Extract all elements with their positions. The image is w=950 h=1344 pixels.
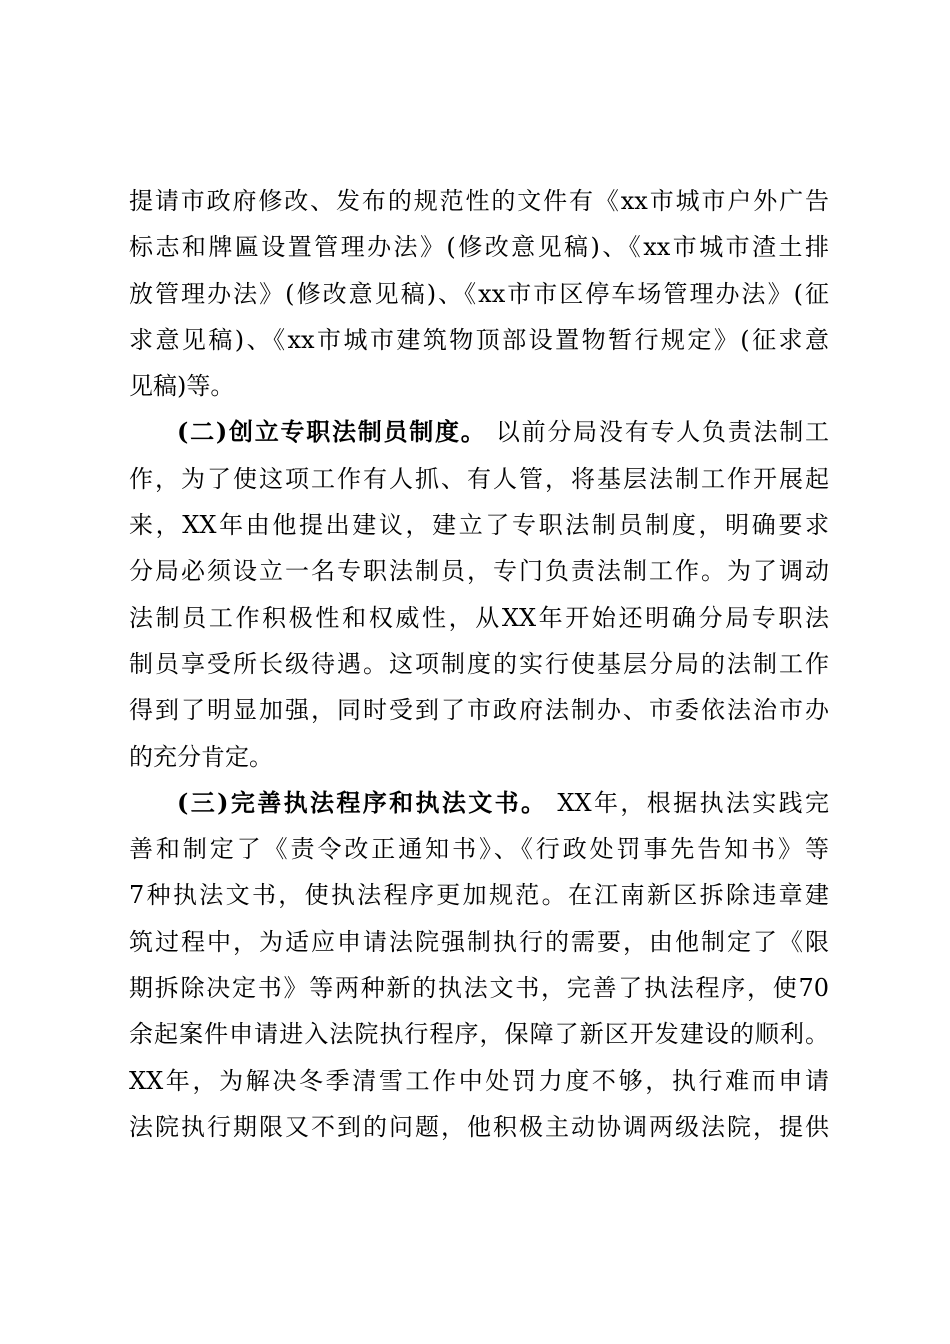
text-fragment: 以前分局没有专人负责法制工 <box>486 418 829 447</box>
text-line: 期拆除决定书》等两种新的执法文书，完善了执法程序，使70 <box>129 974 829 1003</box>
paragraph-legal-officer-system <box>129 409 829 779</box>
text-line: 法制员工作积极性和权威性，从XX年开始还明确分局专职法 <box>129 603 829 632</box>
text-line: 善和制定了《责令改正通知书》、《行政处罚事先告知书》等 <box>129 835 829 864</box>
text-line: 作，为了使这项工作有人抓、有人管，将基层法制工作开展起 <box>129 464 829 493</box>
section-heading: (二)创立专职法制员制度。 <box>177 417 487 447</box>
text-line <box>129 780 829 826</box>
text-line: 放管理办法》(修改意见稿)、《xx市市区停车场管理办法》(征 <box>129 279 829 308</box>
text-line: 提请市政府修改、发布的规范性的文件有《xx市城市户外广告 <box>129 187 829 215</box>
text-line: XX年，为解决冬季清雪工作中处罚力度不够，执行难而申请 <box>129 1066 829 1095</box>
text-line: 法院执行期限又不到的问题，他积极主动协调两级法院，提供 <box>129 1112 829 1141</box>
text-line: 求意见稿)、《xx市城市建筑物顶部设置物暂行规定》(征求意 <box>129 325 829 354</box>
text-line: 来，XX年由他提出建议，建立了专职法制员制度，明确要求 <box>129 511 829 540</box>
text-line: 筑过程中，为适应申请法院强制执行的需要，由他制定了《限 <box>129 927 829 956</box>
text-line: 分局必须设立一名专职法制员，专门负责法制工作。为了调动 <box>129 557 829 586</box>
text-fragment: XX年，根据执法实践完 <box>547 788 829 817</box>
text-line: 余起案件申请进入法院执行程序，保障了新区开发建设的顺利。 <box>129 1020 829 1049</box>
text-line <box>129 409 829 455</box>
text-line: 见稿)等。 <box>129 372 235 401</box>
paragraph-regulations <box>129 178 829 409</box>
paragraph-enforcement-procedures <box>129 780 829 1150</box>
section-heading: (三)完善执法程序和执法文书。 <box>177 787 548 817</box>
document-body <box>129 178 829 1150</box>
text-line: 标志和牌匾设置管理办法》(修改意见稿)、《xx市城市渣土排 <box>129 233 829 262</box>
text-line: 得到了明显加强，同时受到了市政府法制办、市委依法治市办 <box>129 696 829 725</box>
text-line: 制员享受所长级待遇。这项制度的实行使基层分局的法制工作 <box>129 649 829 678</box>
text-line: 7种执法文书，使执法程序更加规范。在江南新区拆除违章建 <box>129 881 829 910</box>
text-line: 的充分肯定。 <box>129 742 273 771</box>
